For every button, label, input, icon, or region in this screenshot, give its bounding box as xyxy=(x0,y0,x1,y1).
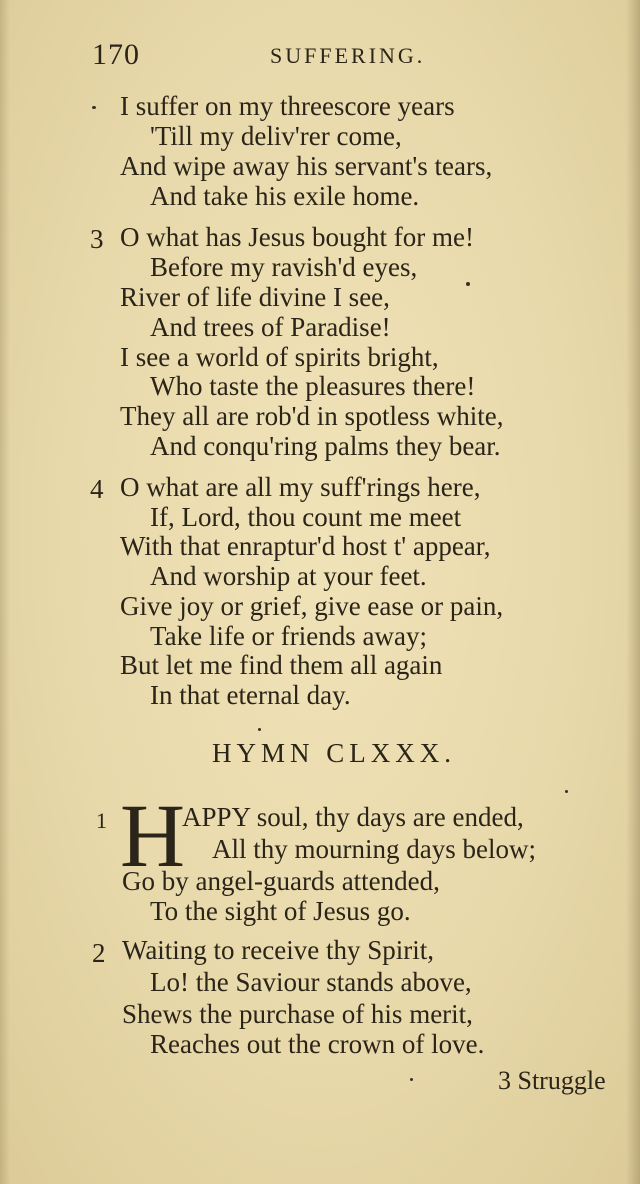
verse-line: And wipe away his servant's tears, xyxy=(120,151,493,181)
verse-line: All thy mourning days below; xyxy=(212,834,536,864)
print-speck xyxy=(92,106,96,109)
stanza-number: 4 xyxy=(90,474,104,504)
verse-line: They all are rob'd in spotless white, xyxy=(120,401,504,431)
stanza-number: 1 xyxy=(96,808,107,833)
print-speck xyxy=(258,728,261,731)
verse-line: Shews the purchase of his merit, xyxy=(122,999,473,1029)
verse-line: I see a world of spirits bright, xyxy=(120,342,439,372)
verse-line: APPY soul, thy days are ended, xyxy=(182,802,524,832)
verse-line: Give joy or grief, give ease or pain, xyxy=(120,591,504,621)
verse-line: Lo! the Saviour stands above, xyxy=(150,967,472,997)
verse-line: To the sight of Jesus go. xyxy=(150,896,411,926)
running-title: SUFFERING. xyxy=(270,43,426,68)
print-speck xyxy=(466,282,470,286)
hymn-title: HYMN CLXXX. xyxy=(212,738,456,768)
stanza-number: 3 xyxy=(90,224,104,254)
print-speck xyxy=(410,1078,413,1081)
verse-line: Reaches out the crown of love. xyxy=(150,1029,485,1059)
verse-line: And take his exile home. xyxy=(150,181,420,211)
verse-line: If, Lord, thou count me meet xyxy=(150,502,462,532)
verse-line: In that eternal day. xyxy=(150,680,351,710)
verse-line: Go by angel-guards attended, xyxy=(122,866,440,896)
verse-line: River of life divine I see, xyxy=(120,282,390,312)
verse-line: With that enraptur'd host t' appear, xyxy=(120,531,491,561)
verse-line: And trees of Paradise! xyxy=(150,312,391,342)
verse-line: I suffer on my threescore years xyxy=(120,91,455,121)
verse-line: Who taste the pleasures there! xyxy=(150,371,476,401)
verse-line: Take life or friends away; xyxy=(150,621,427,651)
catchword: 3 Struggle xyxy=(498,1066,606,1095)
verse-line: And conqu'ring palms they bear. xyxy=(150,431,501,461)
verse-line: 'Till my deliv'rer come, xyxy=(150,121,402,151)
drop-cap: H xyxy=(120,787,185,886)
verse-line: But let me find them all again xyxy=(120,650,443,680)
page-number: 170 xyxy=(92,38,140,71)
print-speck xyxy=(565,790,568,793)
stanza-number: 2 xyxy=(92,938,106,968)
verse-line: O what are all my suff'rings here, xyxy=(120,472,481,502)
verse-line: Before my ravish'd eyes, xyxy=(150,252,418,282)
verse-line: O what has Jesus bought for me! xyxy=(120,222,474,252)
verse-line: Waiting to receive thy Spirit, xyxy=(122,935,435,965)
verse-line: And worship at your feet. xyxy=(150,561,427,591)
